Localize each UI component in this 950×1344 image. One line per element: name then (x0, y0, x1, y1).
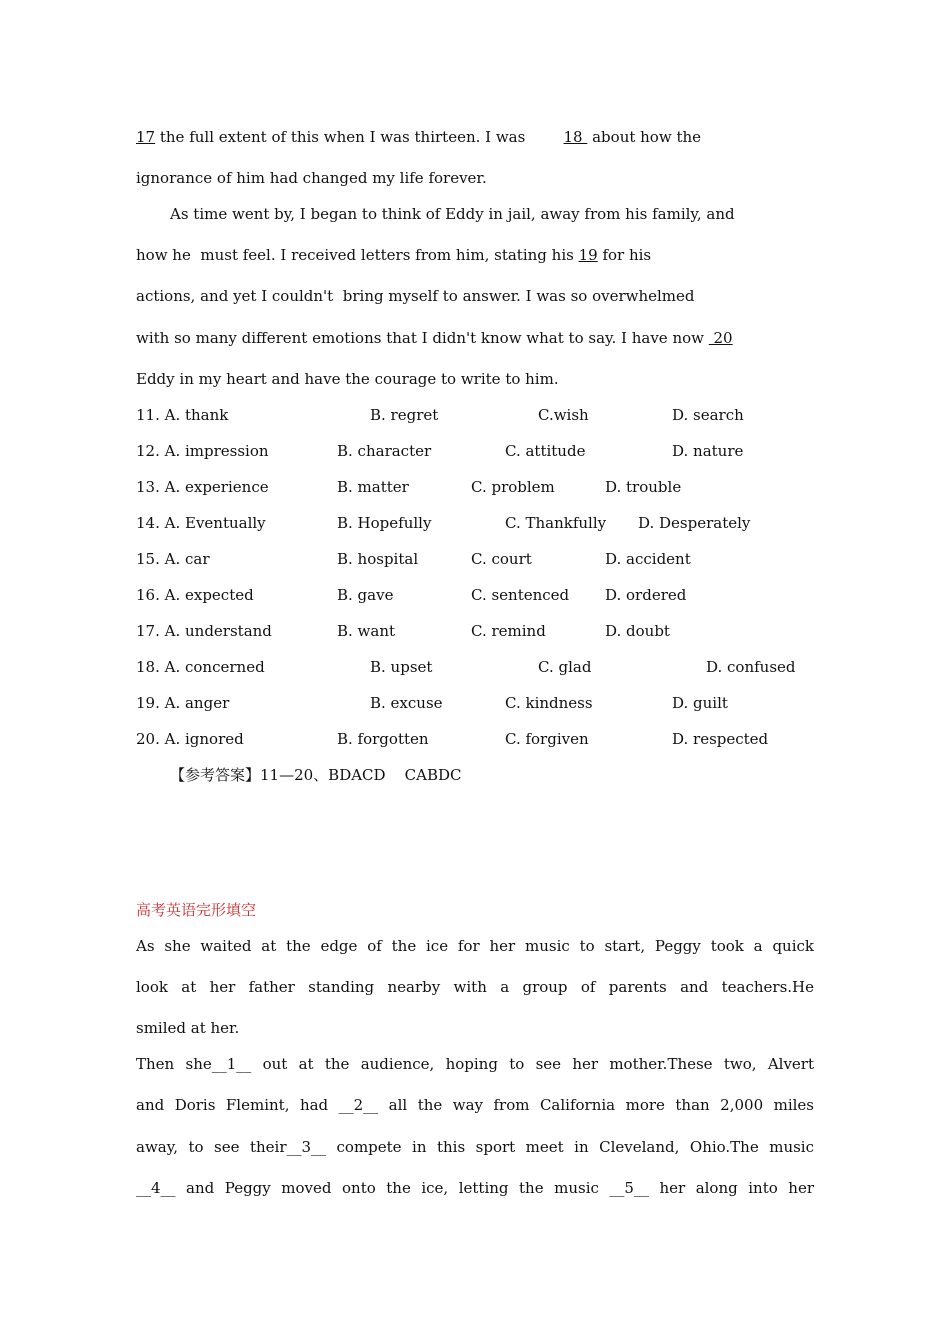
question-13-b: B. matter (337, 478, 409, 496)
question-20-a: 20. A. ignored (136, 730, 244, 748)
question-19-b: B. excuse (370, 694, 443, 712)
passage1-line1-end: about how the (587, 128, 702, 146)
question-11-b: B. regret (370, 406, 439, 424)
passage2-line6: away, to see their__3__ compete in this sport meet in Cleveland, Ohio.The music (136, 1138, 814, 1156)
answer-key: 【参考答案】11—20、BDACD CABDC (170, 766, 462, 784)
question-13-c: C. problem (471, 478, 555, 496)
blank-17: 17 (136, 128, 156, 146)
question-18-a: 18. A. concerned (136, 658, 265, 676)
passage1-line7: Eddy in my heart and have the courage to write to him. (136, 370, 559, 388)
question-12-c: C. attitude (505, 442, 586, 460)
passage1-line6-text: with so many different emotions that I didn't know what to say. I have now (136, 329, 709, 347)
passage1-line5: actions, and yet I couldn't bring myself to answer. I was so overwhelmed (136, 287, 695, 305)
passage2-line3: smiled at her. (136, 1019, 240, 1037)
question-15-d: D. accident (605, 550, 691, 568)
question-14-d: D. Desperately (638, 514, 751, 532)
passage2-line7: __4__ and Peggy moved onto the ice, letting the music __5__ her along into her (136, 1179, 814, 1197)
question-19-d: D. guilt (672, 694, 728, 712)
question-17-c: C. remind (471, 622, 546, 640)
passage1-line1 (136, 127, 814, 147)
question-12-d: D. nature (672, 442, 744, 460)
question-16-c: C. sentenced (471, 586, 570, 604)
question-17-d: D. doubt (605, 622, 670, 640)
question-13-d: D. trouble (605, 478, 682, 496)
question-20-c: C. forgiven (505, 730, 589, 748)
question-18-c: C. glad (538, 658, 592, 676)
passage1-line6 (136, 328, 814, 348)
question-16-b: B. gave (337, 586, 394, 604)
question-11-d: D. search (672, 406, 744, 424)
question-11-c: C.wish (538, 406, 589, 424)
passage1-line4-end: for his (597, 246, 652, 264)
question-11-a: 11. A. thank (136, 406, 229, 424)
question-16-d: D. ordered (605, 586, 687, 604)
question-18-d: D. confused (706, 658, 796, 676)
passage2-line2: look at her father standing nearby with a group of parents and teachers.He (136, 978, 814, 996)
passage1-line2: ignorance of him had changed my life forever. (136, 169, 487, 187)
question-15-a: 15. A. car (136, 550, 210, 568)
question-14-b: B. Hopefully (337, 514, 432, 532)
passage1-line4 (136, 245, 814, 265)
question-14-a: 14. A. Eventually (136, 514, 266, 532)
question-12-a: 12. A. impression (136, 442, 269, 460)
passage2-line1: As she waited at the edge of the ice for her music to start, Peggy took a quick (136, 937, 814, 955)
question-12-b: B. character (337, 442, 432, 460)
blank-19: 19 (578, 246, 598, 264)
question-15-b: B. hospital (337, 550, 419, 568)
passage1-line3: As time went by, I began to think of Eddy in jail, away from his family, and (170, 205, 735, 223)
question-20-d: D. respected (672, 730, 769, 748)
question-16-a: 16. A. expected (136, 586, 254, 604)
question-19-a: 19. A. anger (136, 694, 230, 712)
passage2-line4: Then she__1__ out at the audience, hoping to see her mother.These two, Alvert (136, 1055, 814, 1073)
passage1-line1-text: the full extent of this when I was thirteen. I was (155, 128, 535, 146)
question-17-a: 17. A. understand (136, 622, 272, 640)
question-18-b: B. upset (370, 658, 433, 676)
question-20-b: B. forgotten (337, 730, 429, 748)
blank-20: 20 (708, 329, 733, 347)
question-19-c: C. kindness (505, 694, 593, 712)
question-15-c: C. court (471, 550, 532, 568)
question-17-b: B. want (337, 622, 396, 640)
question-14-c: C. Thankfully (505, 514, 607, 532)
section-title: 高考英语完形填空 (136, 901, 257, 919)
question-13-a: 13. A. experience (136, 478, 269, 496)
blank-18: 18 (563, 128, 588, 146)
passage2-line5: and Doris Flemint, had __2__ all the way from California more than 2,000 miles (136, 1096, 814, 1114)
passage1-line4-text: how he must feel. I received letters from him, stating his (136, 246, 579, 264)
